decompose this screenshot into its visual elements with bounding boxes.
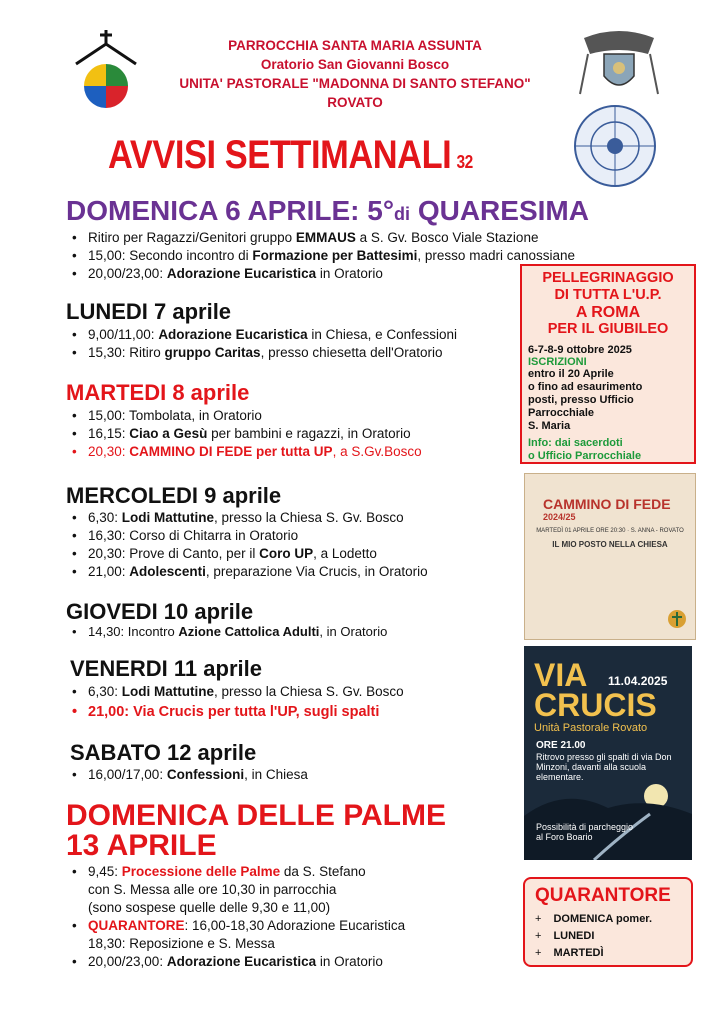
header-line-4: ROVATO — [327, 95, 383, 110]
poster-via-ritrovo: Ritrovo presso gli spalti di via Don Minzoni, davanti alla scuola elementare. — [536, 752, 672, 782]
poster-via-parcheggio: Possibilità di parcheggio al Foro Boario — [536, 822, 634, 842]
pellegrinaggio-line: o fino ad esaurimento — [528, 381, 643, 393]
pellegrinaggio-info-1: Info: dai sacerdoti — [528, 437, 623, 449]
pellegrinaggio-line: S. Maria — [528, 420, 571, 432]
list-item: • 9,00/11,00: Adorazione Eucaristica in Chiesa, e Confessioni — [66, 326, 457, 344]
list-item: • 15,00: Tombolata, in Oratorio — [66, 407, 422, 425]
pellegrinaggio-line: Parrocchiale — [528, 407, 595, 419]
pellegrinaggio-iscrizioni: ISCRIZIONI — [528, 356, 587, 368]
heading-domenica-6 — [66, 195, 589, 227]
heading-palme-line-2: 13 APRILE — [66, 829, 217, 862]
heading-domenica-palme — [66, 801, 446, 861]
list-item: • 15,30: Ritiro gruppo Caritas, presso chiesetta dell'Oratorio — [66, 344, 457, 362]
issue-number: 32 — [456, 152, 473, 172]
list-item: • 16,00/17,00: Confessioni, in Chiesa — [66, 766, 308, 784]
cammino-di-fede-poster — [524, 473, 696, 640]
header-line-2: Oratorio San Giovanni Bosco — [260, 57, 450, 72]
header-line-3: UNITA' PASTORALE "MADONNA DI SANTO STEFANO" — [179, 76, 531, 91]
pellegrinaggio-title-2: DI TUTTA L'U.P. — [554, 287, 662, 303]
pastoral-unit-emblem-icon — [570, 104, 660, 188]
poster-via-time: ORE 21.00 — [536, 740, 586, 751]
pellegrinaggio-title-4: PER IL GIUBILEO — [547, 321, 669, 337]
list-item: • 21,00: Adolescenti, preparazione Via Crucis, in Oratorio — [66, 563, 428, 581]
pellegrinaggio-info-2: o Ufficio Parrocchiale — [528, 450, 642, 462]
pellegrinaggio-line: posti, presso Ufficio — [528, 394, 634, 406]
heading-palme-line-1: DOMENICA DELLE PALME — [66, 799, 446, 832]
parish-puzzle-logo — [70, 28, 142, 110]
list-item: • 9,45: Processione delle Palme da S. Stefano con S. Messa alle ore 10,30 in parrocchia (sono sospese quelle delle 9,30 e 11,00) — [66, 863, 405, 917]
list-item: • 16,30: Corso di Chitarra in Oratorio — [66, 527, 428, 545]
poster-cammino-date: MARTEDÌ 01 APRILE ORE 20:30 · S. ANNA - ROVATO — [536, 528, 684, 534]
heading-sabato: SABATO 12 aprile — [70, 740, 257, 765]
heading-venerdi: VENERDI 11 aprile — [70, 656, 262, 681]
list-item: + DOMENICA pomer. — [535, 911, 681, 928]
bishop-coat-of-arms-icon — [574, 28, 664, 100]
list-item: • 16,15: Ciao a Gesù per bambini e ragazzi, in Oratorio — [66, 425, 422, 443]
list-mercoledi — [66, 509, 428, 581]
list-item: • 20,30: Prove di Canto, per il Coro UP, a Lodetto — [66, 545, 428, 563]
parish-header — [150, 36, 560, 112]
quarantore-list — [535, 911, 681, 962]
heading-domenica-quaresima: QUARESIMA — [410, 195, 589, 226]
page-title-text: AVVISI SETTIMANALI — [108, 133, 452, 177]
list-giovedi — [66, 623, 387, 641]
list-martedi — [66, 407, 422, 461]
list-domenica — [66, 229, 575, 283]
list-item: • 20,00/23,00: Adorazione Eucaristica in Oratorio — [66, 953, 405, 971]
list-palme — [66, 863, 405, 971]
pellegrinaggio-line: entro il 20 Aprile — [528, 368, 614, 380]
heading-lunedi: LUNEDI 7 aprile — [66, 299, 232, 324]
list-lunedi — [66, 326, 457, 362]
heading-martedi: MARTEDI 8 aprile — [66, 380, 250, 405]
heading-giovedi: GIOVEDI 10 aprile — [66, 599, 254, 624]
list-item: • 6,30: Lodi Mattutine, presso la Chiesa S. Gv. Bosco — [66, 509, 428, 527]
list-item: • 14,30: Incontro Azione Cattolica Adulti, in Oratorio — [66, 623, 387, 641]
heading-domenica-di: di — [394, 204, 411, 224]
heading-mercoledi: MERCOLEDI 9 aprile — [66, 483, 282, 508]
list-item: • 21,00: Via Crucis per tutta l'UP, sugli spalti — [66, 701, 404, 723]
list-venerdi — [66, 683, 404, 723]
list-item: • 6,30: Lodi Mattutine, presso la Chiesa S. Gv. Bosco — [66, 683, 404, 701]
list-item: • QUARANTORE: 16,00-18,30 Adorazione Eucaristica 18,30: Reposizione e S. Messa — [66, 917, 405, 953]
list-item: • 20,30: CAMMINO DI FEDE per tutta UP, a S.Gv.Bosco — [66, 443, 422, 461]
poster-via-up: Unità Pastorale Rovato — [534, 722, 648, 734]
poster-via-title: VIA CRUCIS — [534, 657, 657, 723]
page-title — [108, 133, 473, 178]
pellegrinaggio-title-3: A ROMA — [575, 304, 641, 321]
poster-via-date: 11.04.2025 — [608, 674, 668, 688]
list-item: + MARTEDÌ — [535, 945, 681, 962]
poster-cammino-motto: IL MIO POSTO NELLA CHIESA — [552, 540, 668, 549]
list-item: • 20,00/23,00: Adorazione Eucaristica in Oratorio — [66, 265, 575, 283]
quarantore-title: QUARANTORE — [535, 885, 671, 906]
heading-domenica-text: DOMENICA 6 APRILE: 5° — [66, 195, 395, 226]
pellegrinaggio-dates: 6-7-8-9 ottobre 2025 — [528, 344, 632, 356]
list-item: • 15,00: Secondo incontro di Formazione per Battesimi, presso madri canossiane — [66, 247, 575, 265]
via-crucis-poster — [524, 646, 692, 860]
header-line-1: PARROCCHIA SANTA MARIA ASSUNTA — [228, 38, 482, 53]
pellegrinaggio-box — [520, 264, 696, 464]
list-item: • Ritiro per Ragazzi/Genitori gruppo EMMAUS a S. Gv. Bosco Viale Stazione — [66, 229, 575, 247]
pellegrinaggio-title-1: PELLEGRINAGGIO — [542, 270, 674, 286]
quarantore-box — [523, 877, 693, 967]
poster-cammino-title: CAMMINO DI FEDE — [543, 496, 671, 512]
cross-logo-icon — [667, 609, 687, 629]
list-sabato — [66, 766, 308, 784]
list-item: + LUNEDI — [535, 928, 681, 945]
poster-cammino-year: 2024/25 — [543, 512, 576, 522]
